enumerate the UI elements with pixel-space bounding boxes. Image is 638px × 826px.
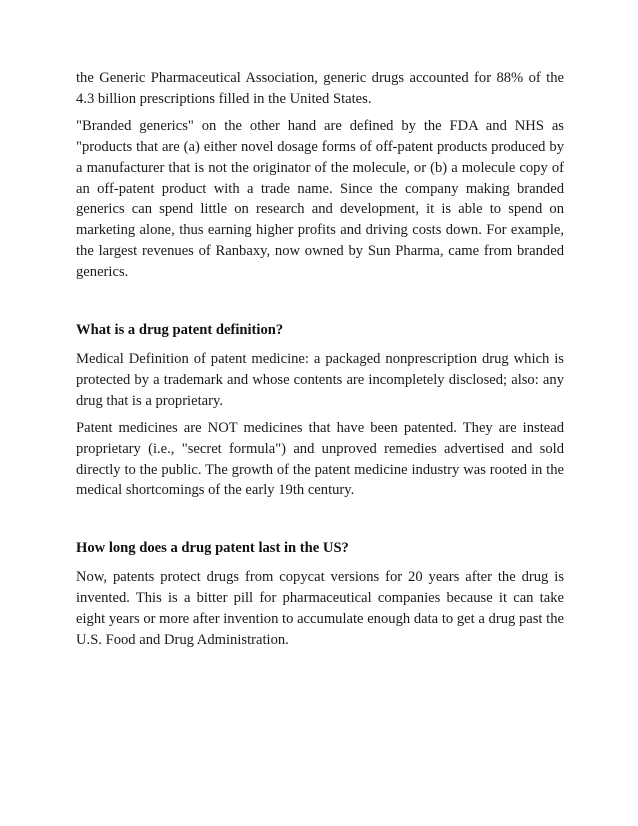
document-page bbox=[76, 68, 564, 651]
section-2-paragraph-1: Now, patents protect drugs from copycat versions for 20 years after the drug is invented. This is a bitter pill for pharmaceutical companies because it can take eight years or more after invention to accumulate enough data to get a drug past the U.S. Food and Drug Administration. bbox=[76, 569, 564, 648]
intro-paragraph-2: "Branded generics" on the other hand are defined by the FDA and NHS as "products that are (a) either novel dosage forms of off-patent products produced by a manufacturer that is not the originator of the molecule, or (b) a molecule copy of an off-patent product with a trade name. Since the company making branded generics can spend little on research and development, it is able to spend on marketing alone, thus earning higher profits and driving costs down. For example, the largest revenues of Ranbaxy, now owned by Sun Pharma, came from branded generics. bbox=[76, 117, 564, 281]
section-heading-patent-definition: What is a drug patent definition? bbox=[76, 322, 284, 339]
section-heading-patent-duration: How long does a drug patent last in the US? bbox=[76, 540, 349, 557]
section-1-paragraph-2: Patent medicines are NOT medicines that have been patented. They are instead proprietary (i.e., "secret formula") and unproved remedies advertised and sold directly to the public. The growth of the patent medicine industry was rooted in the medical shortcomings of the early 19th century. bbox=[76, 419, 564, 499]
section-1-paragraph-1: Medical Definition of patent medicine: a packaged nonprescription drug which is protected by a trademark and whose contents are incompletely disclosed; also: any drug that is a proprietary. bbox=[76, 350, 564, 409]
intro-paragraph-1: the Generic Pharmaceutical Association, generic drugs accounted for 88% of the 4.3 billion prescriptions filled in the United States. bbox=[76, 70, 564, 107]
